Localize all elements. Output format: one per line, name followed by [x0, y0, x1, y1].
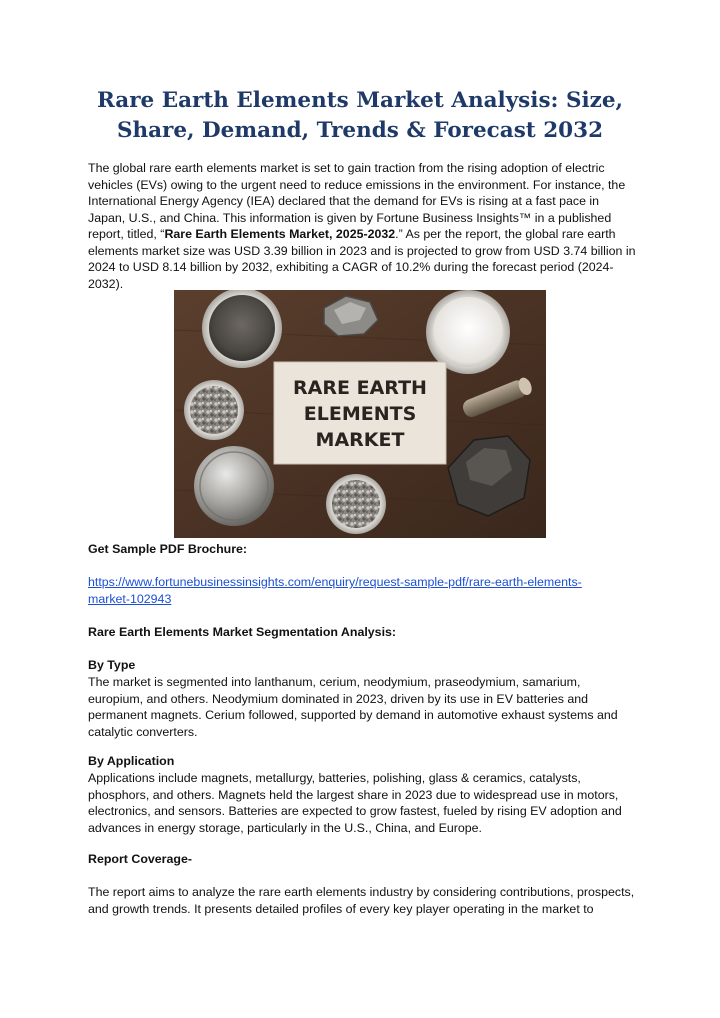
- brochure-link-block: [88, 574, 636, 607]
- report-title: Rare Earth Elements Market, 2025-2032: [164, 227, 396, 241]
- segmentation-heading: Rare Earth Elements Market Segmentation Analysis:: [88, 625, 397, 639]
- intro-text-part1: The global rare earth elements market is set to gain traction from the rising adoption of electric vehicles (EVs) owing to the urgent need to reduce emissions in the environment. For instance, the International Energy Agency (IEA) declared that the demand for EVs is rising at a fast pace in Japan, U.S., and China. This information is given by Fortune Business Insights™ in a published report, titled, “: [88, 161, 626, 241]
- sign-line-2: ELEMENTS: [303, 403, 417, 425]
- brochure-link[interactable]: [88, 575, 582, 606]
- brochure-link-line2: market-102943: [88, 591, 172, 606]
- brochure-link-line1: https://www.fortunebusinessinsights.com/enquiry/request-sample-pdf/rare-earth-elements-: [88, 575, 582, 589]
- by-application-heading: By Application: [88, 754, 175, 768]
- sign-line-3: MARKET: [315, 429, 405, 451]
- by-application-text: Applications include magnets, metallurgy, batteries, polishing, glass & ceramics, catalysts, phosphors, and others. Magnets held the largest share in 2023 due to widespread use in motors, electronics, and sensors. Batteries are expected to grow fastest, fueled by rising EV adoption and advances in energy storage, particularly in the U.S., China, and Europe.: [88, 771, 622, 835]
- intro-paragraph: [88, 160, 636, 292]
- report-coverage-text: The report aims to analyze the rare earth elements industry by considering contributions, prospects, and growth trends. It presents detailed profiles of every key player operating in the market to: [88, 885, 635, 916]
- market-illustration: [174, 290, 546, 538]
- by-type-heading: By Type: [88, 658, 136, 672]
- intro-text-part2: .” As per the report, the global rare earth elements market size was USD 3.39 billion in 2023 and is projected to grow from USD 3.74 billion in 2024 to USD 8.14 billion by 2032, exhibiting a CAGR of 10.2% during the forecast period (2024-2032).: [88, 227, 636, 291]
- sign-line-1: RARE EARTH: [293, 377, 427, 399]
- report-coverage-heading: Report Coverage-: [88, 852, 192, 866]
- by-type-text: The market is segmented into lanthanum, cerium, neodymium, praseodymium, samarium, europium, and others. Neodymium dominated in 2023, driven by its use in EV batteries and permanent magnets. Cerium followed, supported by demand in automotive exhaust systems and catalytic converters.: [88, 675, 618, 739]
- page-title: Rare Earth Elements Market Analysis: Size, Share, Demand, Trends & Forecast 2032: [96, 88, 624, 143]
- brochure-heading: Get Sample PDF Brochure:: [88, 542, 248, 556]
